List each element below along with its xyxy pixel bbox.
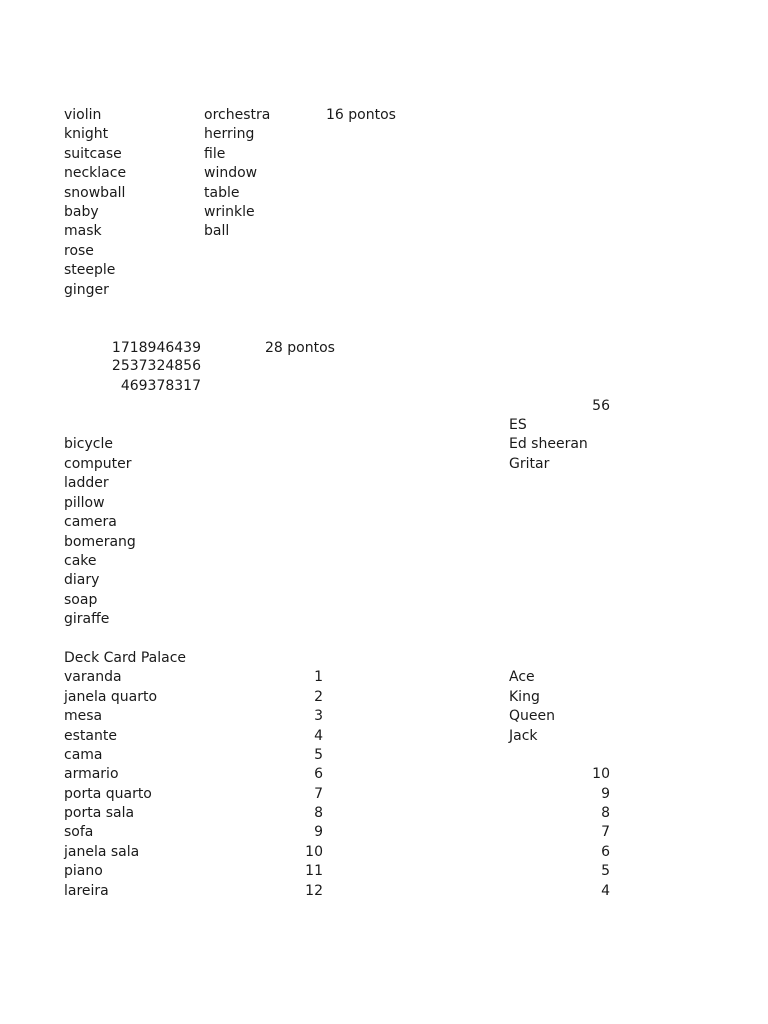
word-list-1-item: suitcase [64, 146, 122, 162]
position-number: 11 [305, 863, 323, 879]
position-number: 6 [314, 766, 323, 782]
side-number: 56 [592, 398, 610, 414]
position-number: 5 [314, 747, 323, 763]
word-list-3-item: camera [64, 514, 117, 530]
number-row: 1718946439 [111, 340, 201, 356]
word-list-3-item: bomerang [64, 534, 136, 550]
position-number: 1 [314, 669, 323, 685]
card-number: 10 [592, 766, 610, 782]
word-list-3-item: diary [64, 572, 100, 588]
word-list-1-item: steeple [64, 262, 116, 278]
word-list-2-item: ball [204, 223, 230, 239]
side-note: Gritar [509, 456, 550, 472]
position-number: 4 [314, 728, 323, 744]
side-note: Ed sheeran [509, 436, 588, 452]
word-list-1-item: baby [64, 204, 99, 220]
room-item: lareira [64, 883, 109, 899]
position-number: 10 [305, 844, 323, 860]
word-list-1-item: snowball [64, 185, 126, 201]
position-number: 2 [314, 689, 323, 705]
word-list-1-item: ginger [64, 282, 109, 298]
section-title: Deck Card Palace [64, 650, 187, 666]
card-name: Jack [509, 728, 538, 744]
room-item: porta quarto [64, 786, 152, 802]
word-list-1-item: mask [64, 223, 102, 239]
word-list-3-item: ladder [64, 475, 109, 491]
card-name: Ace [509, 669, 535, 685]
position-number: 9 [314, 824, 323, 840]
score-1: 16 pontos [326, 107, 396, 123]
word-list-2-item: wrinkle [204, 204, 255, 220]
word-list-2-item: window [204, 165, 258, 181]
word-list-3-item: soap [64, 592, 98, 608]
word-list-1-item: rose [64, 243, 94, 259]
word-list-3-item: computer [64, 456, 132, 472]
word-list-2-item: herring [204, 126, 255, 142]
card-number: 4 [601, 883, 610, 899]
number-row: 2537324856 [111, 358, 201, 374]
card-number: 9 [601, 786, 610, 802]
word-list-1-item: necklace [64, 165, 127, 181]
room-item: varanda [64, 669, 122, 685]
room-item: janela sala [64, 844, 140, 860]
word-list-2-item: orchestra [204, 107, 271, 123]
position-number: 8 [314, 805, 323, 821]
side-note: ES [509, 417, 527, 433]
word-list-3-item: giraffe [64, 611, 110, 627]
position-number: 7 [314, 786, 323, 802]
room-item: sofa [64, 824, 94, 840]
card-name: Queen [509, 708, 555, 724]
word-list-1-item: knight [64, 126, 109, 142]
card-name: King [509, 689, 540, 705]
word-list-3-item: pillow [64, 495, 105, 511]
card-number: 5 [601, 863, 610, 879]
room-item: porta sala [64, 805, 135, 821]
card-number: 6 [601, 844, 610, 860]
room-item: janela quarto [64, 689, 158, 705]
word-list-3-item: bicycle [64, 436, 113, 452]
number-row: 469378317 [120, 378, 201, 394]
room-item: armario [64, 766, 119, 782]
room-item: estante [64, 728, 117, 744]
position-number: 3 [314, 708, 323, 724]
word-list-3-item: cake [64, 553, 97, 569]
card-number: 7 [601, 824, 610, 840]
room-item: piano [64, 863, 103, 879]
room-item: cama [64, 747, 103, 763]
word-list-2-item: file [204, 146, 226, 162]
word-list-1-item: violin [64, 107, 102, 123]
score-2: 28 pontos [265, 340, 335, 356]
room-item: mesa [64, 708, 103, 724]
card-number: 8 [601, 805, 610, 821]
word-list-2-item: table [204, 185, 240, 201]
position-number: 12 [305, 883, 323, 899]
